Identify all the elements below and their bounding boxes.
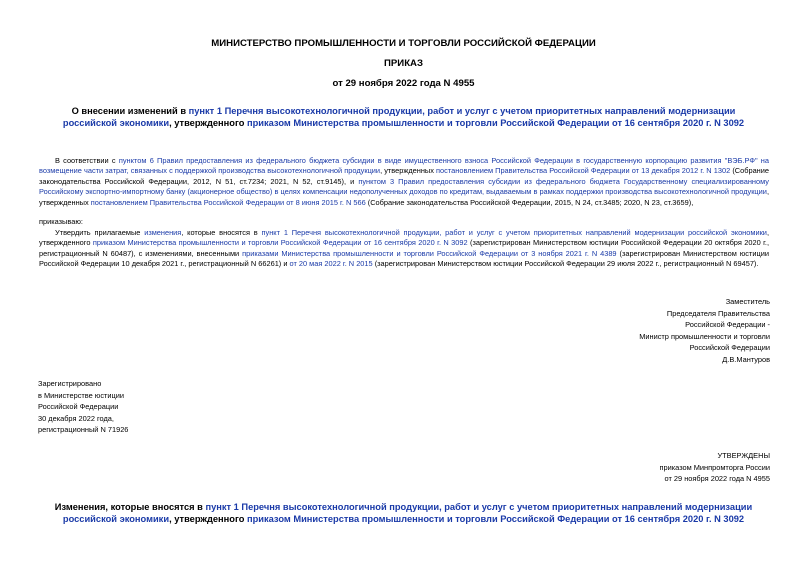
order-link-prikaz-4389[interactable]: приказами Министерства промышленности и торговли Российской Федерации от 3 ноября 2021 г. N 4389 [242,248,617,258]
registration-line: регистрационный N 71926 [38,425,129,435]
changes-title [42,501,765,525]
title-middle: , утвержденного [169,118,247,128]
preamble-text: В соответствии с [55,156,119,165]
title-link-perechen[interactable]: пункт 1 Перечня высокотехнологичной продукции, работ и услуг с учетом приоритетных направлений модернизации российской экономики [62,106,736,128]
approved-line: приказом Минпромторга России [659,462,770,472]
title-link-prikaz[interactable]: приказом Министерства промышленности и торговли Российской Федерации от 16 сентября 2020 г. N 3092 [246,118,745,128]
preamble-link-postanovlenie-1302[interactable]: постановлением Правительства Российской Федерации от 13 декабря 2012 г. N 1302 [436,166,731,176]
registration-line: Российской Федерации [38,402,119,412]
order-text: (зарегистрирован Министерством юстиции Российской Федерации 20 октября 2020 г., регистрационный N 60487), с изменениями, внесенными [39,238,770,258]
preamble-link-postanovlenie-566[interactable]: постановлением Правительства Российской Федерации от 8 июня 2015 г. N 566 [90,197,366,207]
preamble-text: (Собрание законодательства Российской Федерации, 2015, N 24, ст.3485; 2020, N 23, ст.3659), [365,197,694,207]
doc-type: ПРИКАЗ [384,58,423,69]
changes-title-middle: , утвержденного [169,514,247,524]
doc-date-number: от 29 ноября 2022 года N 4955 [332,78,475,89]
signature-line: Заместитель [725,297,770,306]
preamble-text: , утвержденных [39,187,769,207]
order-text: (зарегистрирован Министерством юстиции Российской Федерации 29 июля 2022 г., регистрационный N 69457). [372,259,759,269]
order-text: , утвержденного [39,228,769,248]
preamble-paragraph [39,156,769,208]
registration-line: Зарегистрировано [38,379,102,388]
signature-line: Министр промышленности и торговли [639,331,770,341]
preamble-text: (Собрание законодательства Российской Федерации, 2012, N 51, ст.7234; 2021, N 52, ст.9145), и [39,166,769,186]
order-link-izmeneniya[interactable]: изменения [144,228,182,237]
title-prefix: О внесении изменений в [71,106,189,116]
preamble-text: , утвержденных [380,166,437,176]
order-paragraph [39,228,769,270]
signature-name: Д.В.Мантуров [722,354,770,364]
registration-line: в Министерстве юстиции [38,390,125,400]
registration-line: 30 декабря 2022 года, [38,413,114,423]
approved-line: от 29 ноября 2022 года N 4955 [664,474,770,484]
changes-title-prefix: Изменения, которые вносятся в [54,502,206,512]
doc-title [44,105,763,129]
approved-block [660,450,770,485]
registration-block [38,378,128,436]
order-word: приказываю: [39,217,83,226]
order-text: , которые вносятся в [181,228,262,237]
preamble-link-punkt6[interactable]: пунктом 6 Правил предоставления из федерального бюджета субсидии в виде имущественного взноса Российской Федерации в государственную корпорацию развития "ВЭБ.РФ" на возмещение части затрат, связанных с поддержкой производства высокотехнологичной продукции [39,156,769,176]
signature-line: Российской Федерации - [685,320,770,330]
ministry-header: МИНИСТЕРСТВО ПРОМЫШЛЕННОСТИ И ТОРГОВЛИ РОССИЙСКОЙ ФЕДЕРАЦИИ [211,38,596,49]
order-link-perechen[interactable]: пункт 1 Перечня высокотехнологичной продукции, работ и услуг с учетом приоритетных направлений модернизации российской экономики [261,228,767,237]
order-text: (зарегистрирован Министерством юстиции Российской Федерации 10 декабря 2021 г., регистрационный N 66261) и [39,248,769,269]
order-link-2015[interactable]: от 20 мая 2022 г. N 2015 [289,259,373,269]
order-link-prikaz-3092[interactable]: приказом Министерства промышленности и торговли Российской Федерации от 16 сентября 2020 г. N 3092 [92,238,468,248]
signature-line: Председателя Правительства [666,308,770,318]
signature-block [639,296,770,366]
signature-line: Российской Федерации [689,343,770,353]
changes-title-link-perechen[interactable]: пункт 1 Перечня высокотехнологичной продукции, работ и услуг с учетом приоритетных направлений модернизации российской экономики [62,502,753,524]
preamble-link-punkt3[interactable]: пунктом 3 Правил предоставления субсидии из федерального бюджета Государственному специализированному Российскому экспортно-импортному банку (акционерное общество) в целях компенсации недополученных доходов по кредитам, выдаваемым в рамках поддержки производства высокотехнологичной продукции [39,176,769,197]
approved-line: УТВЕРЖДЕНЫ [717,451,770,460]
order-text: Утвердить прилагаемые [55,228,145,237]
changes-title-link-prikaz[interactable]: приказом Министерства промышленности и торговли Российской Федерации от 16 сентября 2020 г. N 3092 [246,514,745,524]
